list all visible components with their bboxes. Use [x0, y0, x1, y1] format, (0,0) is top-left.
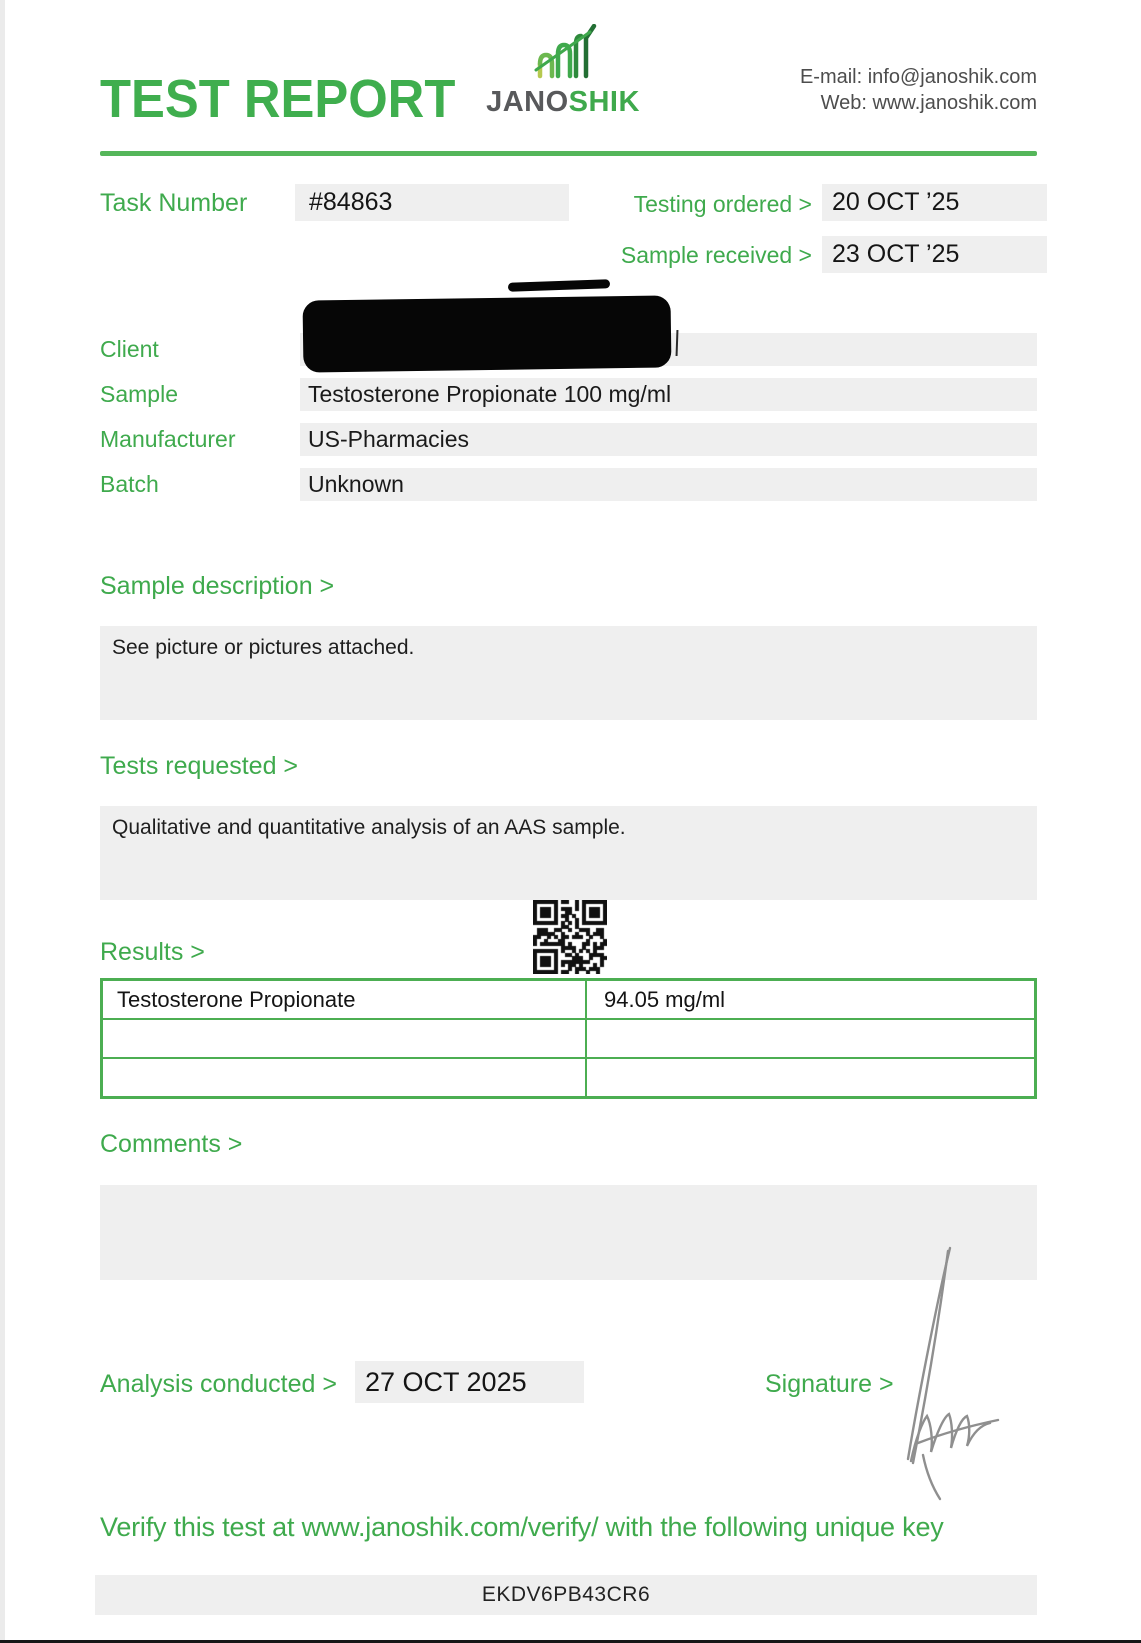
table-row	[102, 980, 1036, 1020]
sample-description-box: See picture or pictures attached.	[100, 626, 1037, 720]
analysis-date-value: 27 OCT 2025	[355, 1361, 584, 1403]
testing-ordered-label: Testing ordered >	[633, 191, 812, 217]
page-left-edge	[0, 0, 5, 1643]
analysis-conducted-label: Analysis conducted >	[100, 1370, 337, 1398]
contact-email: E-mail: info@janoshik.com	[799, 66, 1037, 88]
result-analyte-cell	[102, 1019, 587, 1058]
result-value-cell: 94.05 mg/ml	[586, 980, 1036, 1020]
verify-instruction: Verify this test at www.janoshik.com/verify/ with the following unique key	[100, 1512, 944, 1542]
result-analyte-cell: Testosterone Propionate	[102, 980, 587, 1020]
tests-requested-box: Qualitative and quantitative analysis of an AAS sample.	[100, 806, 1037, 900]
sample-value-row: Testosterone Propionate 100 mg/ml	[300, 378, 1037, 411]
manufacturer-value-row: US-Pharmacies	[300, 423, 1037, 456]
logo-text-jano: JANO	[486, 86, 569, 118]
manufacturer-label: Manufacturer	[100, 426, 236, 452]
signature-image	[860, 1235, 1010, 1515]
logo-text-shik: SHIK	[568, 86, 640, 118]
results-table	[100, 978, 1037, 1099]
comments-heading: Comments >	[100, 1130, 243, 1158]
results-heading: Results >	[100, 938, 205, 966]
contact-web: Web: www.janoshik.com	[820, 92, 1037, 114]
unique-key-value: EKDV6PB43CR6	[95, 1575, 1037, 1615]
sample-description-heading: Sample description >	[100, 572, 335, 600]
result-analyte-cell	[102, 1058, 587, 1098]
client-redaction-bar	[303, 295, 672, 372]
logo	[468, 24, 658, 119]
contact-info	[800, 64, 1037, 116]
result-value-cell	[586, 1019, 1036, 1058]
client-redaction-dash	[508, 279, 610, 292]
logo-chart-icon	[526, 24, 600, 84]
sample-received-value: 23 OCT ’25	[822, 236, 1047, 273]
logo-wordmark	[468, 86, 658, 119]
tests-requested-heading: Tests requested >	[100, 752, 299, 780]
batch-label: Batch	[100, 471, 159, 497]
qr-code	[533, 900, 607, 974]
signature-label: Signature >	[765, 1370, 894, 1398]
result-value-cell	[586, 1058, 1036, 1098]
table-row	[102, 1019, 1036, 1058]
sample-received-label: Sample received >	[620, 242, 812, 268]
sample-label: Sample	[100, 381, 178, 407]
task-number-label: Task Number	[100, 189, 248, 217]
testing-ordered-value: 20 OCT ’25	[822, 184, 1047, 221]
table-row	[102, 1058, 1036, 1098]
task-number-value: #84863	[295, 184, 569, 221]
header-divider	[100, 151, 1037, 156]
batch-value-row: Unknown	[300, 468, 1037, 501]
page-title: TEST REPORT	[100, 69, 456, 129]
client-label: Client	[100, 336, 159, 362]
